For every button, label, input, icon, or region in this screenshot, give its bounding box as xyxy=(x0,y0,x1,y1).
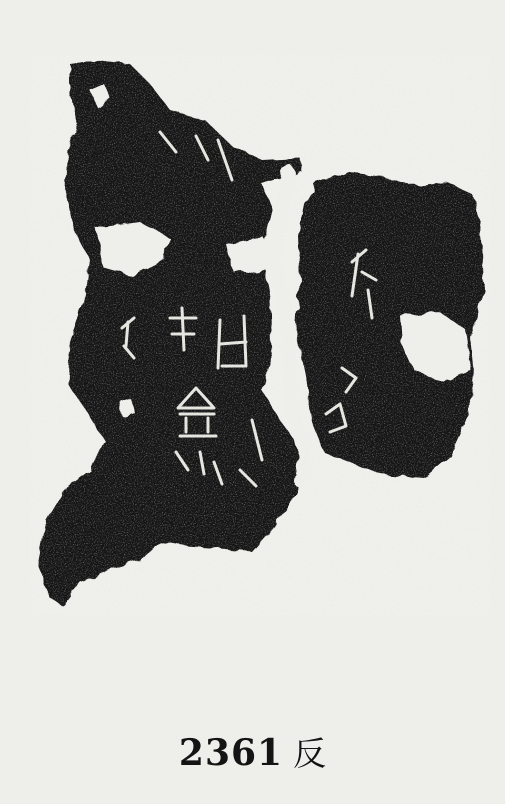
side-label: 反 xyxy=(293,734,327,773)
catalog-number: 2361 xyxy=(178,732,284,774)
caption xyxy=(0,728,505,775)
